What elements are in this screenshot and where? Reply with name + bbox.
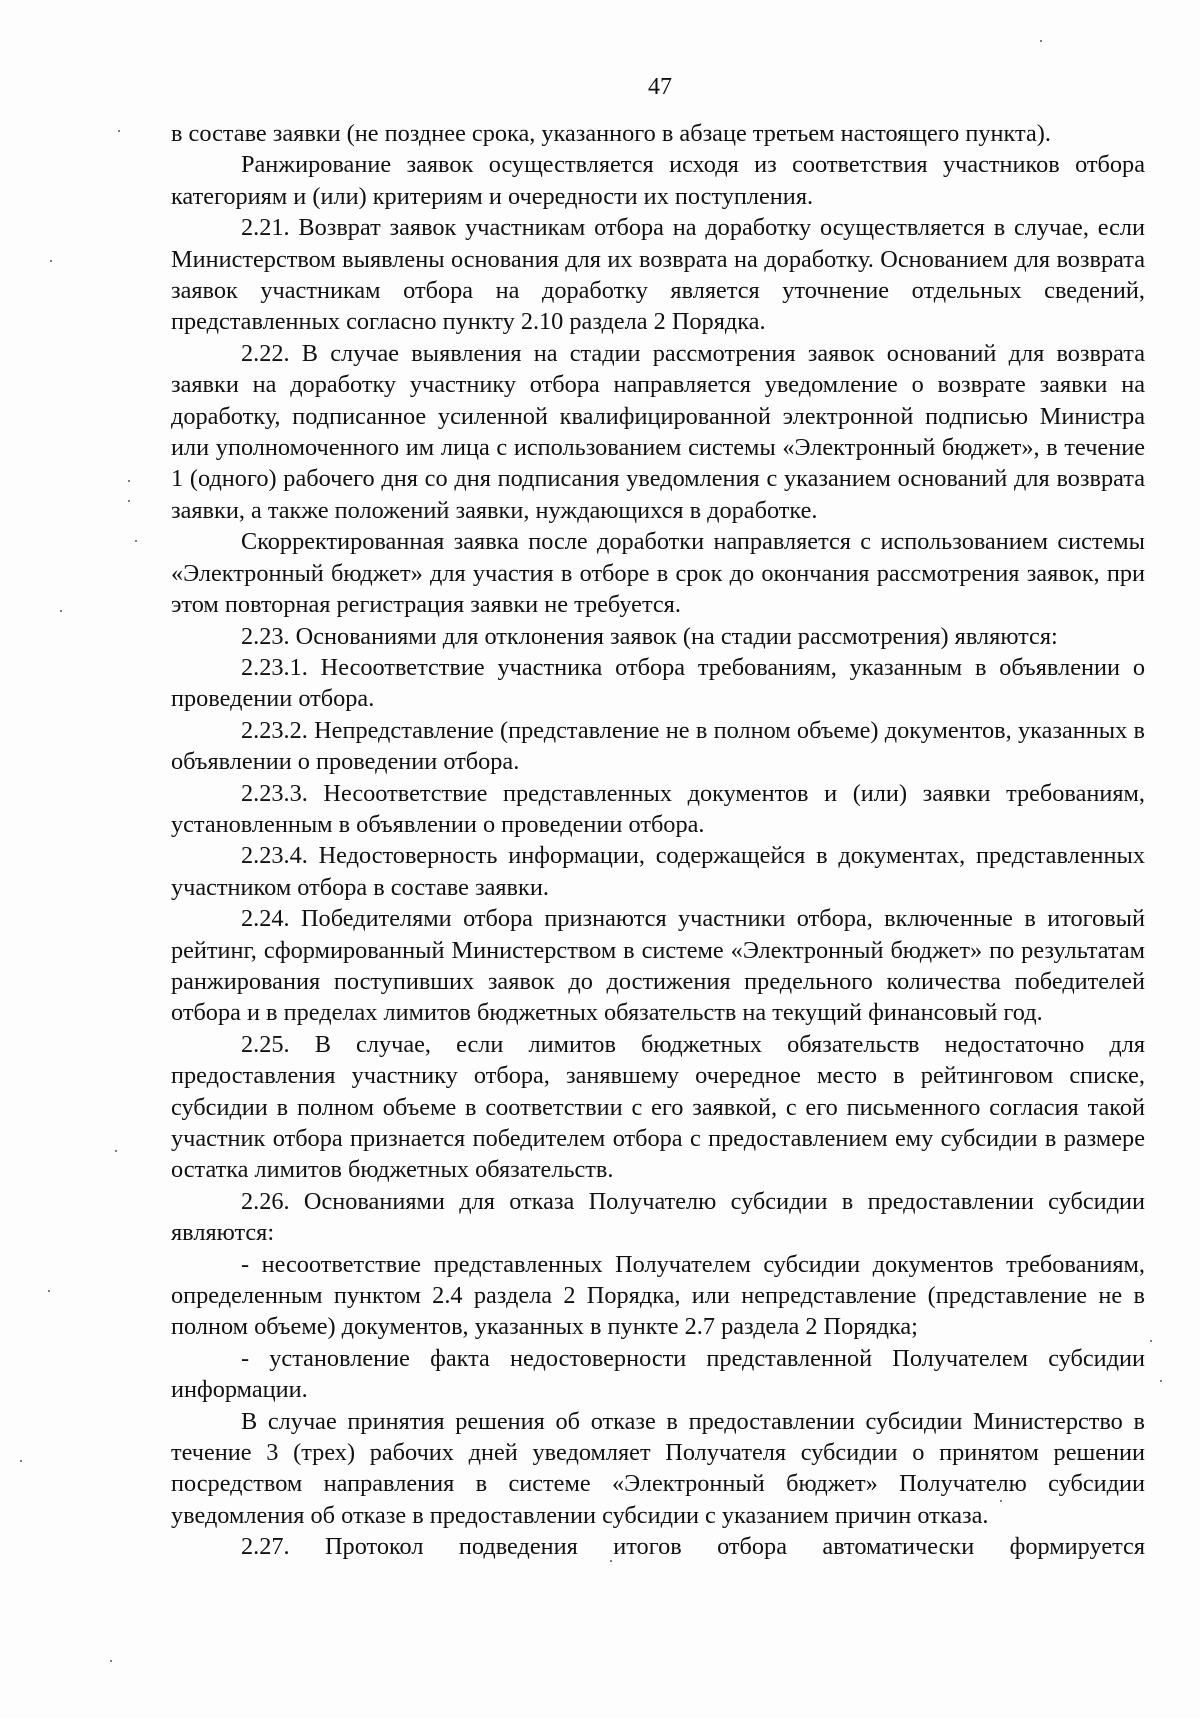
paragraph: - установление факта недостоверности представленной Получателем субсидии информации. <box>171 1344 1145 1404</box>
scan-speck <box>60 610 62 612</box>
scan-speck <box>118 130 120 132</box>
paragraph: 2.23.4. Недостоверность информации, содержащейся в документах, представленных участником отбора в составе заявки. <box>171 842 1145 901</box>
page-number: 47 <box>648 74 672 100</box>
scan-speck <box>1150 1340 1152 1342</box>
scan-speck <box>135 540 137 542</box>
paragraph: 2.25. В случае, если лимитов бюджетных обязательств недостаточно для предоставления участнику отбора, занявшему очередное место в рейтинговом списке, субсидии в полном объеме в соответствии с его заявкой, с его письменного согласия такой участник отбора признается победителем отбора с предоставлением ему субсидии в размере остатка лимитов бюджетных обязательств. <box>171 1030 1145 1184</box>
paragraph: Скорректированная заявка после доработки направляется с использованием системы «Электронный бюджет» для участия в отборе в срок до окончания рассмотрения заявок, при этом повторная регистрация заявки не требуется. <box>171 528 1145 619</box>
paragraph: 2.21. Возврат заявок участникам отбора на доработку осуществляется в случае, если Министерством выявлены основания для их возврата на доработку. Основанием для возврата заявок участникам отбора на доработку является уточнение отдельных сведений, представленных согласно пункту 2.10 раздела 2 Порядка. <box>171 214 1145 336</box>
scan-speck <box>128 500 130 502</box>
paragraph: В случае принятия решения об отказе в предоставлении субсидии Министерство в течение 3 (трех) рабочих дней уведомляет Получателя субсидии о принятом решении посредством направления в системе «Электронный бюджет» Получателю субсидии уведомления об отказе в предоставлении субсидии с указанием причин отказа. <box>171 1407 1145 1529</box>
scan-speck <box>110 1660 112 1662</box>
scan-speck <box>1160 1380 1162 1382</box>
paragraph: Ранжирование заявок осуществляется исходя из соответствия участников отбора категориям и (или) критериям и очередности их поступления. <box>171 151 1145 210</box>
paragraph: 2.22. В случае выявления на стадии рассмотрения заявок оснований для возврата заявки на доработку участнику отбора направляется уведомление о возврате заявки на доработку, подписанное усиленной квалифицированной электронной подписью Министра или уполномоченного им лица с использованием системы «Электронный бюджет», в течение 1 (одного) рабочего дня со дня подписания уведомления с указанием оснований для возврата заявки, а также положений заявки, нуждающихся в доработке. <box>171 339 1145 524</box>
paragraph: в составе заявки (не позднее срока, указанного в абзаце третьем настоящего пункта). <box>171 120 1051 147</box>
scan-speck <box>115 1150 117 1152</box>
scan-speck <box>48 1290 50 1292</box>
paragraph: - несоответствие представленных Получателем субсидии документов требованиям, определенным пунктом 2.4 раздела 2 Порядка, или непредставление (представление не в полном объеме) документов, указанных в пункте 2.7 раздела 2 Порядка; <box>171 1250 1145 1341</box>
paragraph: 2.26. Основаниями для отказа Получателю субсидии в предоставлении субсидии являются: <box>171 1187 1145 1247</box>
paragraph: 2.23.2. Непредставление (представление не в полном объеме) документов, указанных в объявлении о проведении отбора. <box>171 716 1145 776</box>
paragraph: 2.27. Протокол подведения итогов отбора автоматически формируется <box>241 1533 1145 1561</box>
scan-speck <box>20 1460 22 1462</box>
paragraph: 2.24. Победителями отбора признаются участники отбора, включенные в итоговый рейтинг, сформированный Министерством в системе «Электронный бюджет» по результатам ранжирования поступивших заявок до достижения предельного количества победителей отбора и в пределах лимитов бюджетных обязательств на текущий финансовый год. <box>171 905 1145 1027</box>
document-body <box>171 118 1145 1563</box>
paragraph: 2.23. Основаниями для отклонения заявок (на стадии рассмотрения) являются: <box>241 622 1058 650</box>
paragraph: 2.23.1. Несоответствие участника отбора требованиям, указанным в объявлении о проведении отбора. <box>171 653 1145 713</box>
scan-speck <box>128 480 130 482</box>
scan-speck <box>50 260 52 262</box>
paragraph: 2.23.3. Несоответствие представленных документов и (или) заявки требованиям, установленным в объявлении о проведении отбора. <box>171 779 1145 838</box>
scan-speck <box>1040 40 1042 42</box>
